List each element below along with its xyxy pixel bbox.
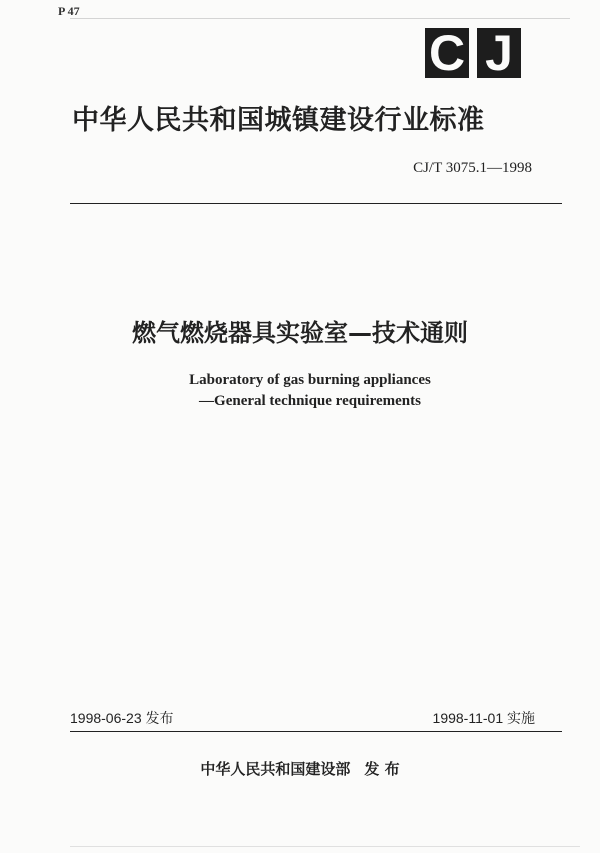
title-english-line1: Laboratory of gas burning appliances [189,372,431,388]
standard-code: CJ/T 3075.1—1998 [413,160,532,176]
issue-date: 1998-06-23 发布 [70,710,174,726]
bottom-border [70,846,580,847]
logo-letter-j: J [477,28,521,78]
bottom-rule [70,731,562,732]
cj-logo [425,28,525,80]
title-chinese: 燃气燃烧器具实验室—技术通则 [132,319,468,347]
publisher-line [0,758,600,779]
publisher-action: 发 布 [364,760,400,778]
top-border [70,18,570,19]
header-title: 中华人民共和国城镇建设行业标准 [72,105,485,136]
title-english [0,370,600,412]
publisher-name: 中华人民共和国建设部 [200,760,351,778]
top-rule [70,203,562,204]
page-number: P 47 [58,4,80,18]
title-english-line2: —General technique requirements [199,393,421,409]
effective-date: 1998-11-01 实施 [432,710,535,726]
logo-letter-c: C [425,28,469,78]
